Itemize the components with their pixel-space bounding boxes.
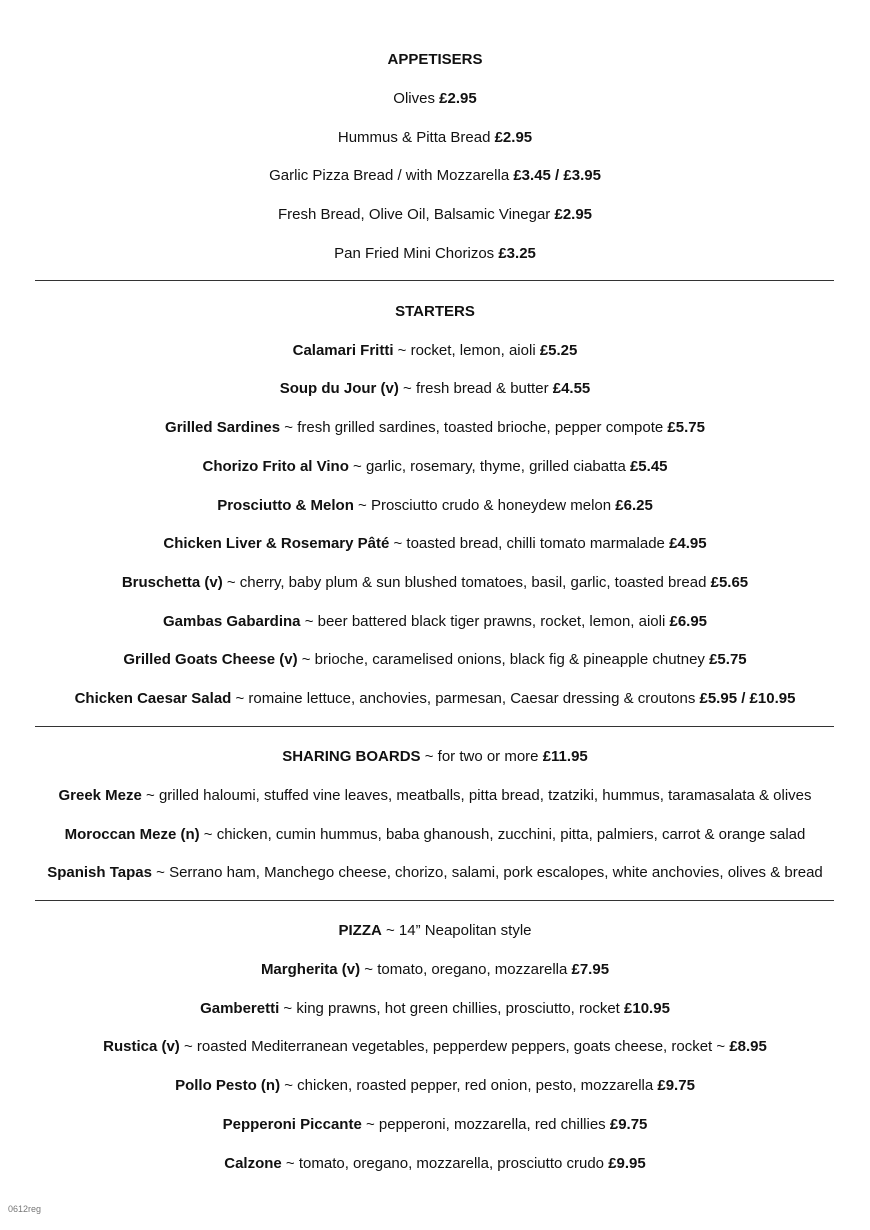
item-name: Calamari Fritti [292,342,394,359]
item-name: Grilled Goats Cheese (v) [123,651,298,668]
menu-item: Olives £2.95 [393,90,477,107]
menu-item: Greek Meze ~ grilled haloumi, stuffed vine leaves, meatballs, pitta bread, tzatziki, hummus, taramasalata & olives [58,787,812,804]
item-name: Grilled Sardines [165,419,281,436]
item-name: Prosciutto & Melon [217,497,354,514]
menu-item: Grilled Goats Cheese (v) ~ brioche, caramelised onions, black fig & pineapple chutney £5.75 [123,651,747,668]
section-divider [35,280,834,281]
menu-item: Pan Fried Mini Chorizos £3.25 [334,245,536,262]
item-name: Moroccan Meze (n) [64,826,200,843]
item-price: £11.95 [542,748,588,765]
item-name: Rustica (v) [103,1038,180,1055]
item-name: Gamberetti [200,1000,280,1017]
item-price: £2.95 [439,90,477,107]
menu-item: Spanish Tapas ~ Serrano ham, Manchego cheese, chorizo, salami, pork escalopes, white anchovies, olives & bread [47,864,823,881]
item-price: £8.95 [729,1038,767,1055]
item-price: £3.25 [498,245,536,262]
menu-item: Soup du Jour (v) ~ fresh bread & butter £4.55 [279,380,591,397]
item-name: Soup du Jour (v) [279,380,399,397]
item-price: £6.95 [669,613,708,630]
menu-item: Margherita (v) ~ tomato, oregano, mozzarella £7.95 [260,961,610,978]
item-price: £5.95 / £10.95 [699,690,796,707]
menu-item: Pepperoni Piccante ~ pepperoni, mozzarella, red chillies £9.75 [222,1116,648,1133]
item-price: £9.75 [657,1077,695,1094]
menu-item: Calamari Fritti ~ rocket, lemon, aioli £5.25 [292,342,578,359]
menu-item: Pollo Pesto (n) ~ chicken, roasted pepper, red onion, pesto, mozzarella £9.75 [175,1077,695,1094]
item-name: Calzone [224,1155,282,1172]
menu-item: Gambas Gabardina ~ beer battered black tiger prawns, rocket, lemon, aioli £6.95 [162,613,708,630]
item-price: £4.95 [669,535,707,552]
menu-item: Rustica (v) ~ roasted Mediterranean vegetables, pepperdew peppers, goats cheese, rocket ~ £8.95 [103,1038,767,1055]
item-price: £2.95 [554,206,593,223]
item-price: £4.55 [552,380,591,397]
menu-item: Chorizo Frito al Vino ~ garlic, rosemary, thyme, grilled ciabatta £5.45 [202,458,668,475]
item-name: Gambas Gabardina [162,613,301,630]
item-price: £2.95 [494,129,533,146]
menu-item: Grilled Sardines ~ fresh grilled sardines, toasted brioche, pepper compote £5.75 [165,419,705,436]
item-price: £5.45 [629,458,668,475]
item-name: Greek Meze [58,787,142,804]
menu-item: Gamberetti ~ king prawns, hot green chillies, prosciutto, rocket £10.95 [200,1000,670,1017]
item-price: £10.95 [624,1000,670,1017]
section-divider [35,900,834,901]
menu-item: Moroccan Meze (n) ~ chicken, cumin hummus, baba ghanoush, zucchini, pitta, palmiers, carrot & orange salad [64,826,806,843]
pizza-heading: PIZZA ~ 14” Neapolitan style [338,922,532,939]
item-price: £9.95 [608,1155,646,1172]
menu-item: Fresh Bread, Olive Oil, Balsamic Vinegar £2.95 [277,206,593,223]
menu-item: Bruschetta (v) ~ cherry, baby plum & sun blushed tomatoes, basil, garlic, toasted bread £5.65 [121,574,749,591]
item-price: £5.65 [710,574,749,591]
starters-heading: STARTERS [395,303,475,320]
item-name: Margherita (v) [260,961,361,978]
item-price: £6.25 [615,497,653,514]
item-name: Pollo Pesto (n) [175,1077,281,1094]
item-price: £9.75 [609,1116,648,1133]
item-name: Pepperoni Piccante [222,1116,362,1133]
item-name: Bruschetta (v) [121,574,223,591]
appetisers-heading: APPETISERS [387,51,483,68]
footer-code: 0612reg [8,1204,42,1214]
menu-item: Prosciutto & Melon ~ Prosciutto crudo & honeydew melon £6.25 [217,497,653,514]
menu-item: Garlic Pizza Bread / with Mozzarella £3.45 / £3.95 [269,167,601,184]
section-divider [35,726,834,727]
item-price: £3.45 / £3.95 [513,167,601,184]
menu-item: Calzone ~ tomato, oregano, mozzarella, prosciutto crudo £9.95 [224,1155,646,1172]
item-price: £5.75 [709,651,747,668]
menu-item: Hummus & Pitta Bread £2.95 [337,129,533,146]
item-price: £5.25 [539,342,578,359]
sharing-heading: SHARING BOARDS ~ for two or more £11.95 [282,748,588,765]
item-name: Chorizo Frito al Vino [202,458,349,475]
menu-item: Chicken Liver & Rosemary Pâté ~ toasted bread, chilli tomato marmalade £4.95 [163,535,707,552]
item-name: Spanish Tapas [47,864,152,881]
menu-item: Chicken Caesar Salad ~ romaine lettuce, anchovies, parmesan, Caesar dressing & croutons £5.95 / £10.95 [74,690,796,707]
item-price: £5.75 [667,419,705,436]
item-price: £7.95 [571,961,610,978]
item-name: Chicken Caesar Salad [74,690,232,707]
item-name: Chicken Liver & Rosemary Pâté [163,535,390,552]
